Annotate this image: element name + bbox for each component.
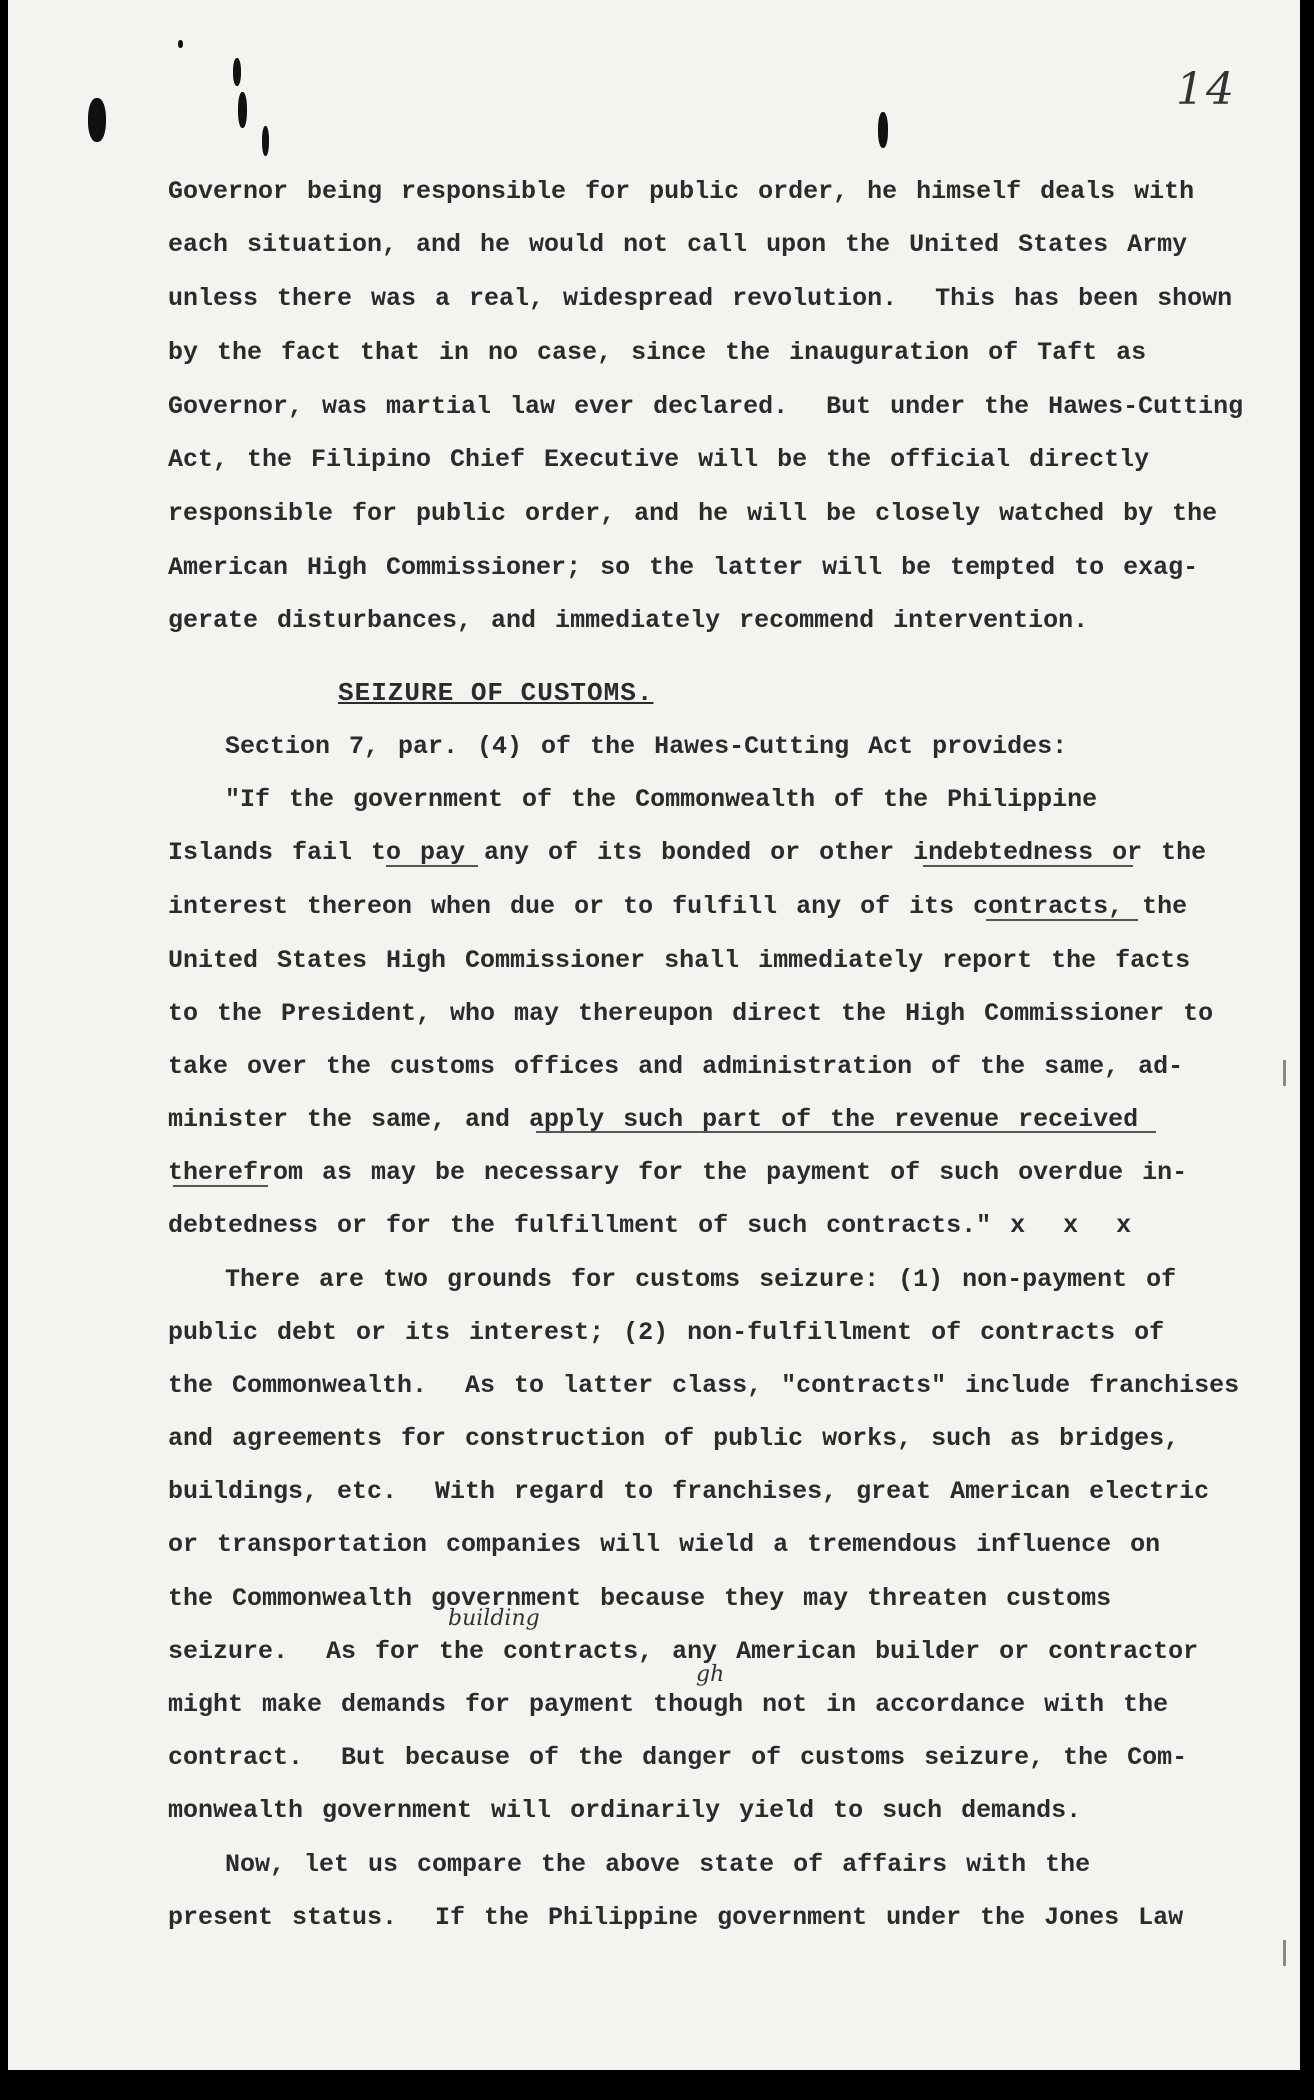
text-line: American High Commissioner; so the latter will be tempted to exag- [168, 553, 1199, 582]
text-line: minister the same, and apply such part of the revenue received [168, 1105, 1139, 1134]
text-line: or transportation companies will wield a tremendous influence on [168, 1530, 1161, 1559]
text-line: buildings, etc. With regard to franchises, great American electric [168, 1477, 1210, 1506]
edge-mark [1283, 1060, 1286, 1086]
text-line: Section 7, par. (4) of the Hawes-Cutting Act provides: [168, 732, 1068, 761]
text-line: "If the government of the Commonwealth of the Philippine [168, 785, 1098, 814]
ink-blot [878, 112, 888, 148]
handwritten-insertion: building [448, 1606, 540, 1631]
text-line: by the fact that in no case, since the inauguration of Taft as [168, 338, 1147, 367]
text-line: each situation, and he would not call upon the United States Army [168, 230, 1188, 259]
text-line: present status. If the Philippine government under the Jones Law [168, 1903, 1184, 1932]
text-line: debtedness or for the fulfillment of such contracts." x x x [168, 1211, 1132, 1240]
text-line: to the President, who may thereupon direct the High Commissioner to [168, 999, 1214, 1028]
text-line: United States High Commissioner shall immediately report the facts [168, 946, 1191, 975]
text-line: unless there was a real, widespread revolution. This has been shown [168, 284, 1233, 313]
handwritten-insertion: gh [696, 1662, 725, 1687]
text-line: interest thereon when due or to fulfill any of its contracts, the [168, 892, 1188, 921]
text-line: and agreements for construction of public works, such as bridges, [168, 1424, 1180, 1453]
text-line: Act, the Filipino Chief Executive will be the official directly [168, 445, 1150, 474]
text-line: There are two grounds for customs seizure: (1) non-payment of [168, 1265, 1177, 1294]
ink-blot [233, 58, 241, 86]
ink-blot [88, 98, 106, 142]
ink-blot [178, 40, 183, 48]
text-line: Governor, was martial law ever declared. But under the Hawes-Cutting [168, 392, 1244, 421]
text-line: the Commonwealth. As to latter class, "contracts" include franchises [168, 1371, 1240, 1400]
text-line: monwealth government will ordinarily yield to such demands. [168, 1796, 1082, 1825]
ink-blot [238, 92, 247, 128]
text-line: therefrom as may be necessary for the payment of such overdue in- [168, 1158, 1188, 1187]
text-line: might make demands for payment though not in accordance with the [168, 1690, 1169, 1719]
page-number: 14 [1176, 64, 1236, 115]
section-heading: SEIZURE OF CUSTOMS. [338, 678, 654, 708]
text-line: public debt or its interest; (2) non-fulfillment of contracts of [168, 1318, 1165, 1347]
ink-blot [262, 126, 269, 156]
text-line: take over the customs offices and administration of the same, ad- [168, 1052, 1184, 1081]
text-line: Now, let us compare the above state of affairs with the [168, 1850, 1091, 1879]
text-line: Governor being responsible for public order, he himself deals with [168, 177, 1195, 206]
text-line: responsible for public order, and he will be closely watched by the [168, 499, 1218, 528]
text-line: seizure. As for the contracts, any American builder or contractor [168, 1637, 1199, 1666]
text-line: Islands fail to pay any of its bonded or other indebtedness or the [168, 838, 1207, 867]
text-line: gerate disturbances, and immediately recommend intervention. [168, 606, 1089, 635]
text-line: the Commonwealth government because they may threaten customs [168, 1584, 1112, 1613]
text-line: contract. But because of the danger of customs seizure, the Com- [168, 1743, 1188, 1772]
edge-mark [1283, 1940, 1286, 1966]
document-page [8, 0, 1300, 2070]
